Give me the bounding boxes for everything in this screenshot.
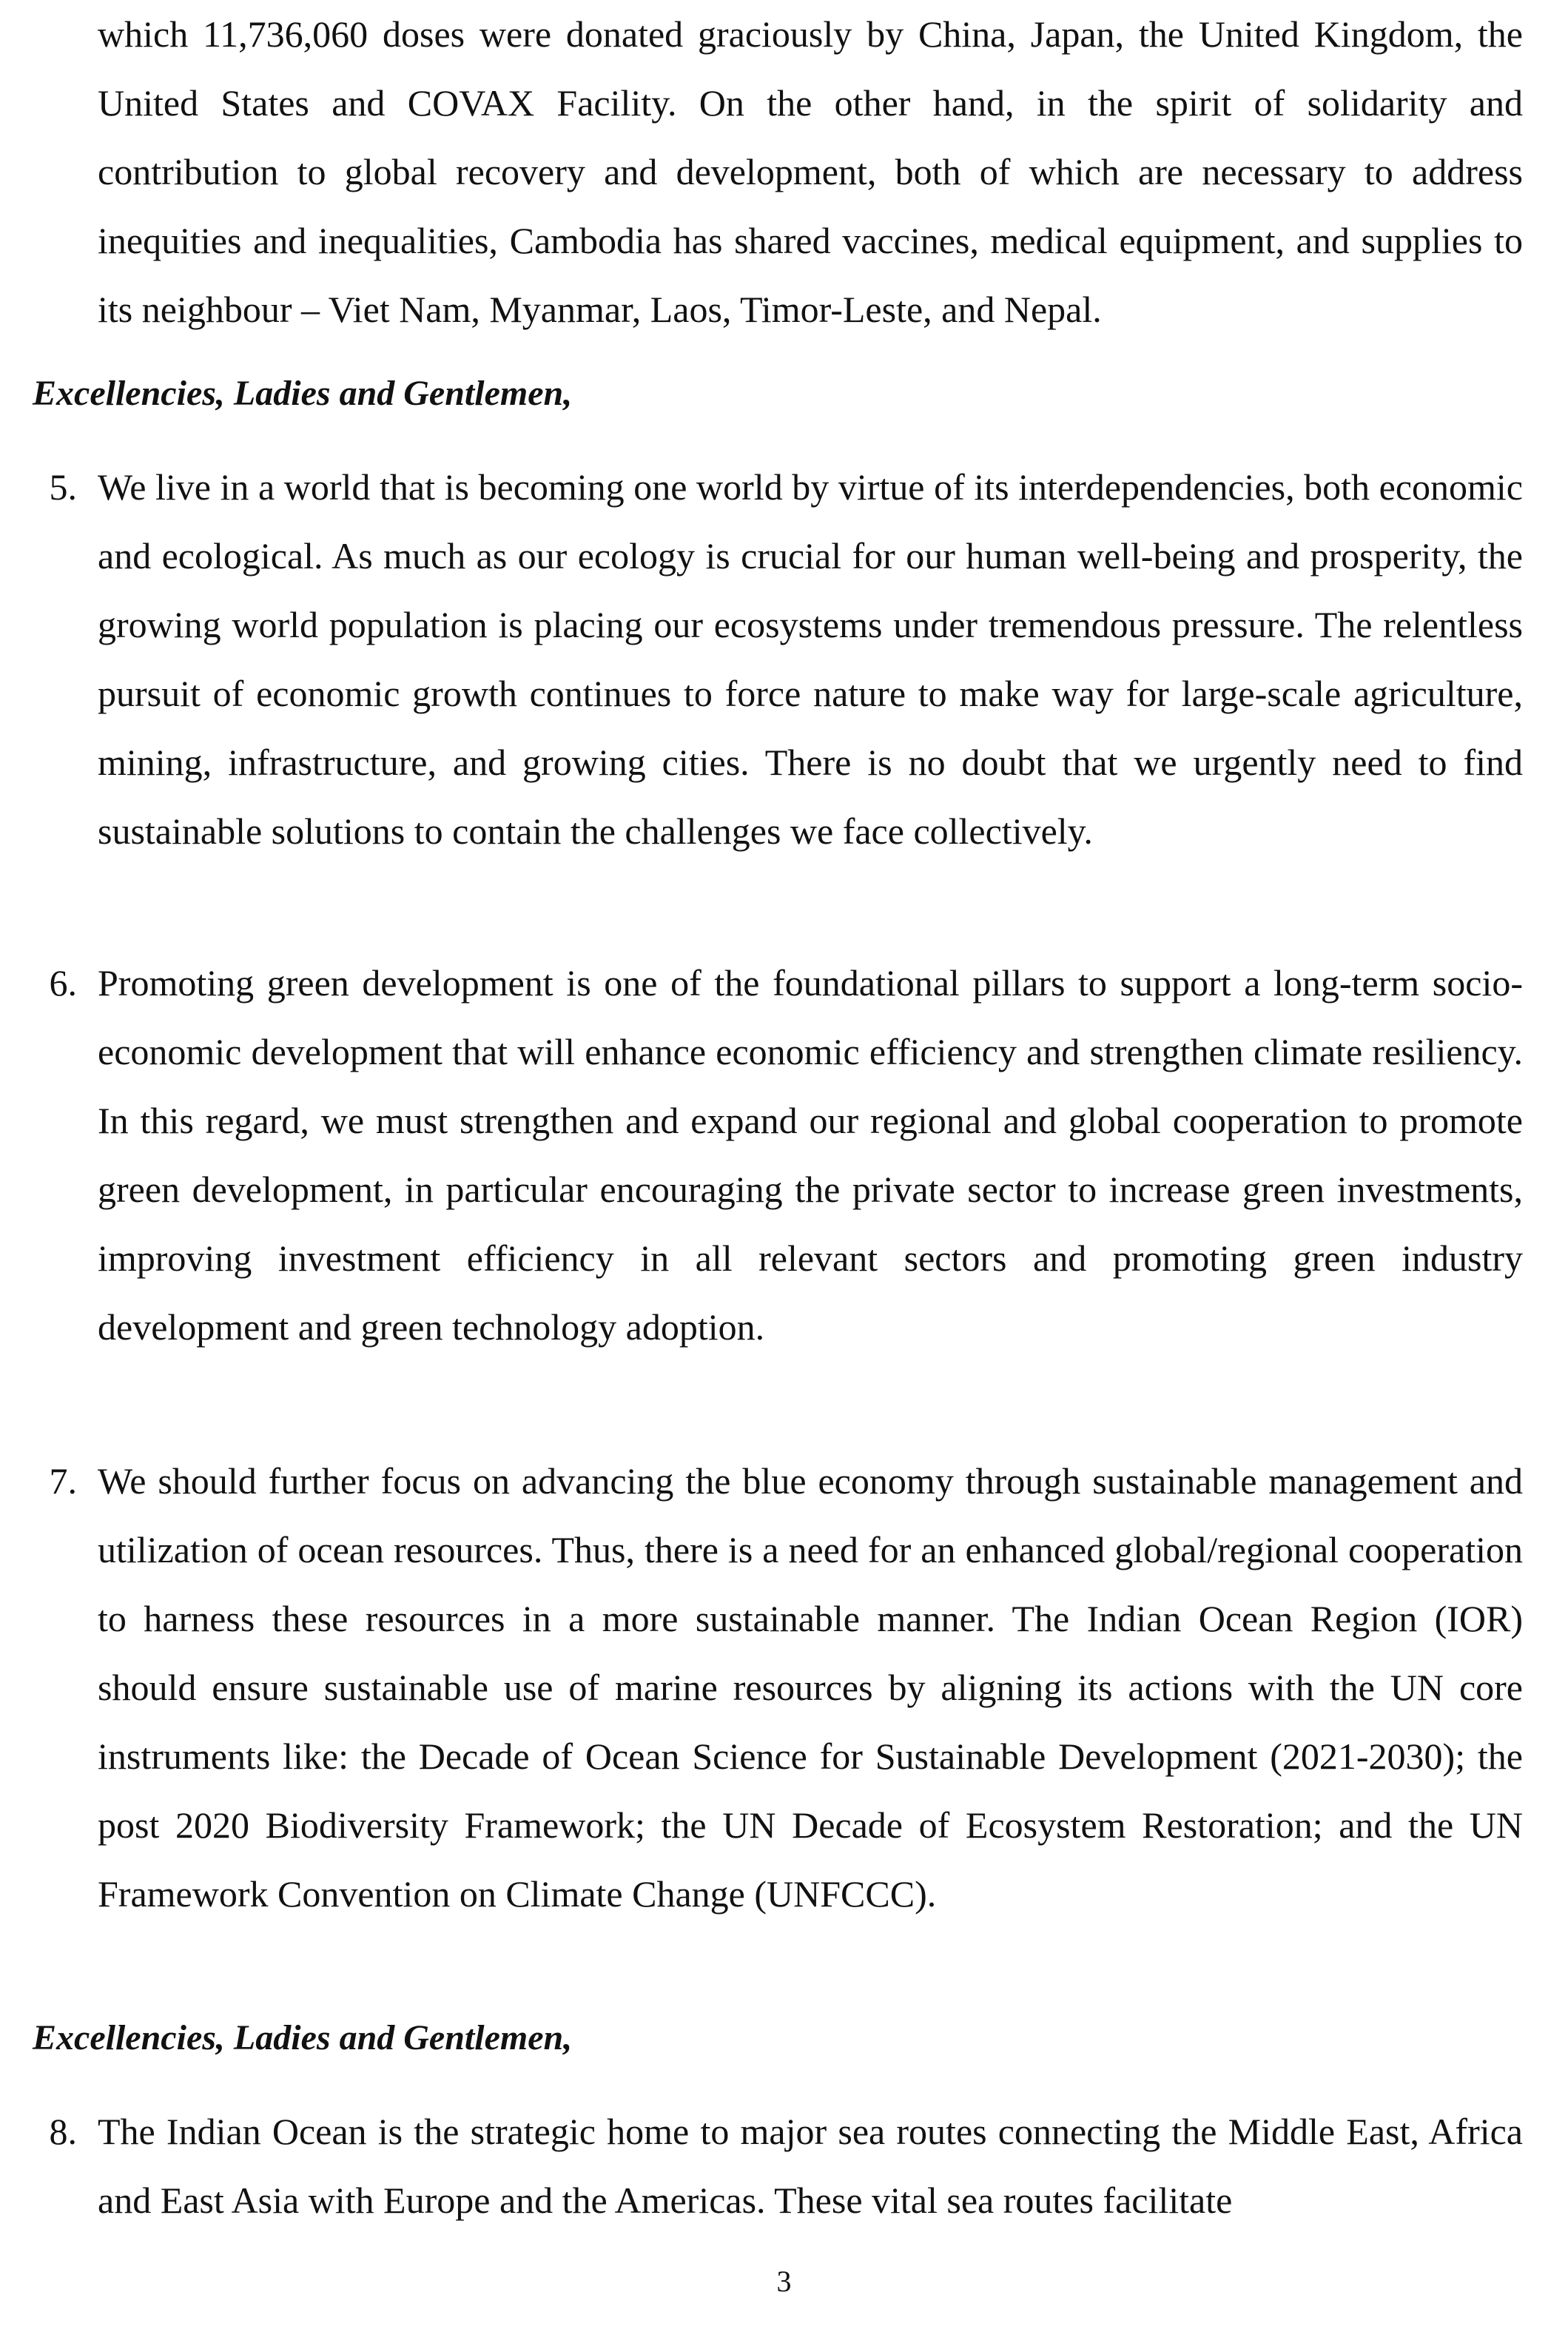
paragraph-5: We live in a world that is becoming one world by virtue of its interdependencies, both economic and ecological. As much as our ecology is crucial for our human well-being and prosperity, the growing world population is placing our ecosystems under tremendous pressure. The relentless pursuit of economic growth continues to force nature to make way for large-scale agriculture, mining, infrastructure, and growing cities. There is no doubt that we urgently need to find sustainable solutions to contain the challenges we face collectively. bbox=[98, 466, 1523, 852]
item-number-7: 7. bbox=[49, 1460, 77, 1502]
paragraph-8: The Indian Ocean is the strategic home to major sea routes connecting the Middle East, Africa and East Asia with Europe and the Americas. These vital sea routes facilitate bbox=[98, 2111, 1523, 2221]
page-number: 3 bbox=[776, 2265, 792, 2298]
salutation-heading: Excellencies, Ladies and Gentlemen, bbox=[33, 2018, 573, 2057]
salutation-heading: Excellencies, Ladies and Gentlemen, bbox=[33, 374, 573, 413]
paragraph-6: Promoting green development is one of the foundational pillars to support a long-term socio-economic development that will enhance economic efficiency and strengthen climate resiliency. In this regard, we must strengthen and expand our regional and global cooperation to promote green development, in particular encouraging the private sector to increase green investments, improving investment efficiency in all relevant sectors and promoting green industry development and green technology adoption. bbox=[98, 962, 1523, 1348]
item-number-6: 6. bbox=[49, 962, 77, 1004]
continuation-paragraph: which 11,736,060 doses were donated graciously by China, Japan, the United Kingdom, the United States and COVAX Facility. On the other hand, in the spirit of solidarity and contribution to global recovery and development, both of which are necessary to address inequities and inequalities, Cambodia has shared vaccines, medical equipment, and supplies to its neighbour – Viet Nam, Myanmar, Laos, Timor-Leste, and Nepal. bbox=[98, 13, 1523, 330]
item-number-8: 8. bbox=[49, 2111, 77, 2152]
item-number-5: 5. bbox=[49, 466, 77, 508]
paragraph-7: We should further focus on advancing the blue economy through sustainable management and utilization of ocean resources. Thus, there is a need for an enhanced global/regional cooperation to harness these resources in a more sustainable manner. The Indian Ocean Region (IOR) should ensure sustainable use of marine resources by aligning its actions with the UN core instruments like: the Decade of Ocean Science for Sustainable Development (2021-2030); the post 2020 Biodiversity Framework; the UN Decade of Ecosystem Restoration; and the UN Framework Convention on Climate Change (UNFCCC). bbox=[98, 1460, 1523, 1915]
